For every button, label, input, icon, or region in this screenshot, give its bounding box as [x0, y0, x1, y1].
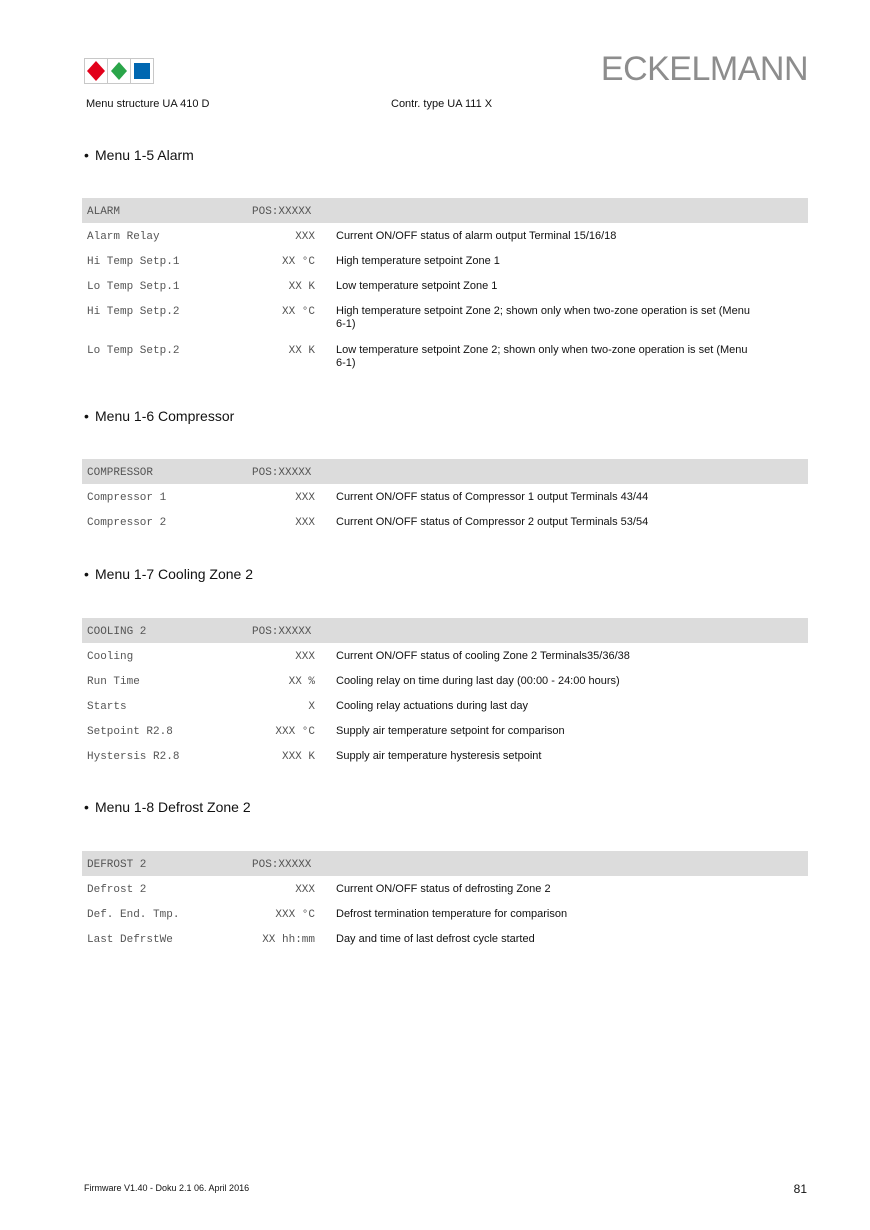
- table-row: Starts X Cooling relay actuations during last day: [87, 700, 529, 713]
- table-row: Setpoint R2.8 XXX °C Supply air temperature setpoint for comparison: [87, 725, 565, 738]
- table-row: Compressor 2 XXX Current ON/OFF status of Compressor 2 output Terminals 53/54: [87, 516, 649, 529]
- green-diamond-icon: [107, 58, 131, 84]
- table-row: Defrost 2 XXX Current ON/OFF status of defrosting Zone 2: [87, 883, 551, 896]
- table-row: Last DefrstWe XX hh:mm Day and time of last defrost cycle started: [87, 933, 535, 946]
- menu-table-cooling-2: [82, 618, 808, 768]
- table-row: Hi Temp Setp.1 XX °C High temperature setpoint Zone 1: [87, 255, 500, 268]
- header-menu-structure: Menu structure UA 410 D: [86, 98, 210, 110]
- menu-table-defrost-2: [82, 851, 808, 951]
- table-header: ALARM POS:XXXXX: [82, 198, 808, 223]
- table-row: Lo Temp Setp.2 XX K Low temperature setpoint Zone 2; shown only when two-zone operation is set (Menu 6-1): [87, 344, 748, 369]
- menu-table-compressor: [82, 459, 808, 534]
- section-title-defrost-zone-2: • Menu 1-8 Defrost Zone 2: [84, 799, 251, 815]
- header-controller-type: Contr. type UA 111 X: [391, 98, 493, 110]
- table-header: COMPRESSOR POS:XXXXX: [82, 459, 808, 484]
- section-title-alarm: • Menu 1-5 Alarm: [84, 147, 194, 163]
- page-number: 81: [793, 1182, 807, 1196]
- table-row: Hi Temp Setp.2 XX °C High temperature setpoint Zone 2; shown only when two-zone operation is set (Menu 6-1): [87, 305, 750, 330]
- table-row: Compressor 1 XXX Current ON/OFF status of Compressor 1 output Terminals 43/44: [87, 491, 649, 504]
- footer-firmware-info: Firmware V1.40 - Doku 2.1 06. April 2016: [84, 1183, 250, 1193]
- section-title-cooling-zone-2: • Menu 1-7 Cooling Zone 2: [84, 566, 253, 582]
- brand-logo-text: ECKELMANN: [600, 50, 808, 88]
- table-row: Alarm Relay XXX Current ON/OFF status of alarm output Terminal 15/16/18: [87, 230, 617, 243]
- section-title-compressor: • Menu 1-6 Compressor: [84, 408, 235, 424]
- table-row: Lo Temp Setp.1 XX K Low temperature setpoint Zone 1: [87, 280, 498, 293]
- menu-table-alarm: [82, 198, 808, 376]
- table-header: DEFROST 2 POS:XXXXX: [82, 851, 808, 876]
- table-row: Run Time XX % Cooling relay on time during last day (00:00 - 24:00 hours): [87, 675, 620, 688]
- eckelmann-logo-icons: [84, 58, 153, 84]
- red-diamond-icon: [84, 58, 108, 84]
- table-row: Hystersis R2.8 XXX K Supply air temperature hysteresis setpoint: [87, 750, 542, 763]
- table-header: COOLING 2 POS:XXXXX: [82, 618, 808, 643]
- table-row: Cooling XXX Current ON/OFF status of cooling Zone 2 Terminals35/36/38: [87, 650, 630, 663]
- table-row: Def. End. Tmp. XXX °C Defrost termination temperature for comparison: [87, 908, 568, 921]
- blue-square-icon: [130, 58, 154, 84]
